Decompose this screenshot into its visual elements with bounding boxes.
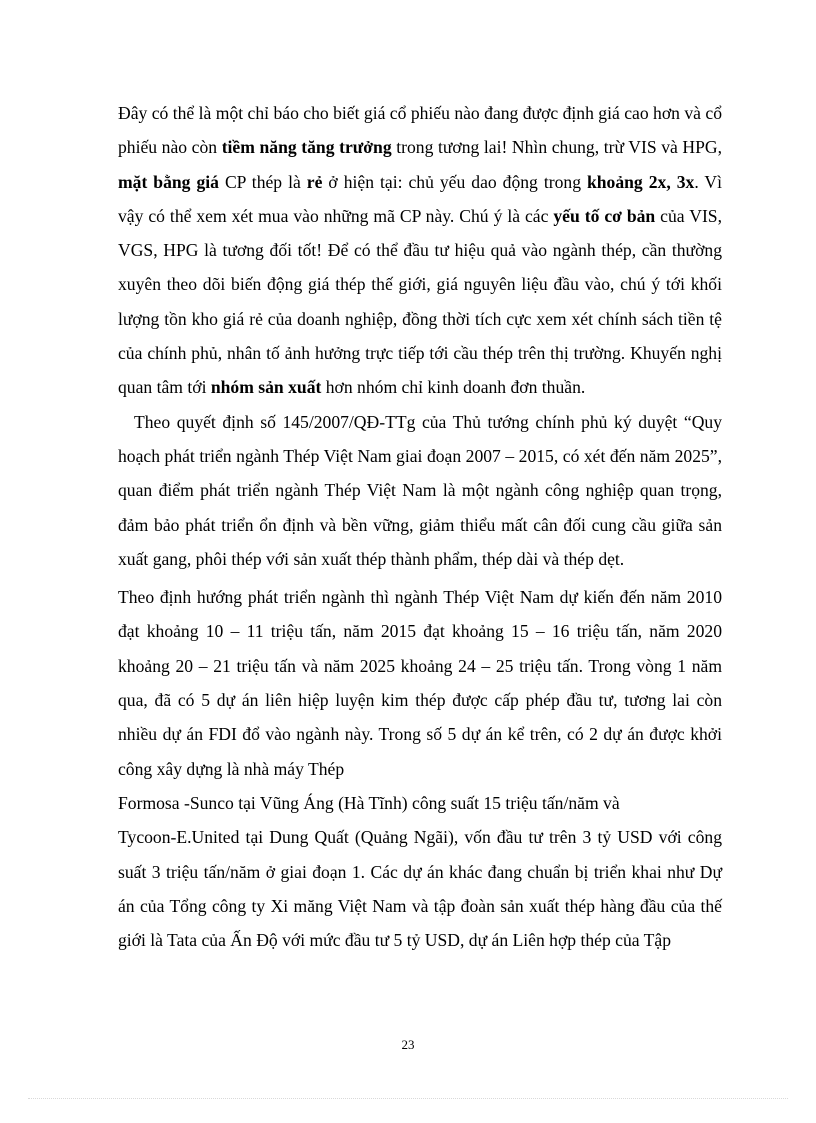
- text-run: trong tương lai! Nhìn chung, trừ VIS và HPG,: [391, 137, 722, 158]
- bold-run: mặt bằng giá: [118, 171, 219, 192]
- text-run: của VIS, VGS, HPG là tương đối tốt! Để có thể đầu tư hiệu quả vào ngành thép, cần thường xuyên theo dõi biến động giá thép thế giới, giá nguyên liệu đầu vào, chú ý tới khối lượng tồn kho giá rẻ của doanh nghiệp, đồng thời tích cực xem xét chính sách tiền tệ của chính phủ, nhân tố ảnh hưởng trực tiếp tới cầu thép trên thị trường. Khuyến nghị quan tâm tới: [118, 205, 722, 398]
- text-run: hơn nhóm chỉ kinh doanh đơn thuần.: [321, 377, 586, 398]
- body-text: [118, 96, 722, 957]
- bold-run: yếu tố cơ bản: [553, 205, 656, 226]
- paragraph-stock-valuation: [118, 96, 722, 405]
- text-run: Tycoon-E.United tại Dung Quất (Quảng Ngãi), vốn đầu tư trên 3 tỷ USD với công suất 3 triệu tấn/năm ở giai đoạn 1. Các dự án khác đang chuẩn bị triển khai như Dự án của Tổng công ty Xi măng Việt Nam và tập đoàn sản xuất thép hàng đầu của thế giới là Tata của Ấn Độ với mức đầu tư 5 tỷ USD, dự án Liên hợp thép của Tập: [118, 827, 722, 951]
- paragraph-decision-145: [118, 405, 722, 576]
- text-run: . Vì vậy có thể xem xét mua vào những mã CP này. Chú ý là các: [118, 171, 722, 226]
- text-run: Theo định hướng phát triển ngành thì ngành Thép Việt Nam dự kiến đến năm 2010 đạt khoảng 10 – 11 triệu tấn, năm 2015 đạt khoảng 15 – 16 triệu tấn, năm 2020 khoảng 20 – 21 triệu tấn và năm 2025 khoảng 24 – 25 triệu tấn. Trong vòng 1 năm qua, đã có 5 dự án liên hiệp luyện kim thép được cấp phép đầu tư, tương lai còn nhiều dự án FDI đổ vào ngành này. Trong số 5 dự án kể trên, có 2 dự án được khởi công xây dựng là nhà máy Thép: [118, 587, 722, 779]
- text-run: Formosa -Sunco tại Vũng Áng (Hà Tĩnh) công suất 15 triệu tấn/năm và: [118, 792, 620, 813]
- paragraph-development-orientation: [118, 580, 722, 786]
- paragraph-tycoon-projects: [118, 820, 722, 957]
- bold-run: rẻ: [306, 171, 323, 192]
- text-run: ở hiện tại: chủ yếu dao động trong: [322, 171, 587, 192]
- page-bottom-divider: [28, 1098, 788, 1099]
- bold-run: khoảng 2x, 3x: [586, 171, 695, 192]
- text-run: CP thép là: [218, 171, 307, 192]
- bold-run: tiềm năng tăng trưởng: [221, 137, 392, 158]
- page-number: 23: [401, 1037, 415, 1052]
- bold-run: nhóm sản xuất: [210, 377, 322, 398]
- paragraph-formosa-line: [118, 786, 722, 820]
- text-run: Theo quyết định số 145/2007/QĐ-TTg của Thủ tướng chính phủ ký duyệt “Quy hoạch phát triển ngành Thép Việt Nam giai đoạn 2007 – 2015, có xét đến năm 2025”, quan điểm phát triển ngành Thép Việt Nam là một ngành công nghiệp quan trọng, đảm bảo phát triển ổn định và bền vững, giảm thiểu mất cân đối cung cầu giữa sản xuất gang, phôi thép với sản xuất thép thành phẩm, thép dài và thép dẹt.: [118, 411, 722, 569]
- text-run: Đây có thể là một chỉ báo cho biết giá cổ phiếu nào đang được định giá cao hơn và cổ phiếu nào còn: [118, 103, 722, 158]
